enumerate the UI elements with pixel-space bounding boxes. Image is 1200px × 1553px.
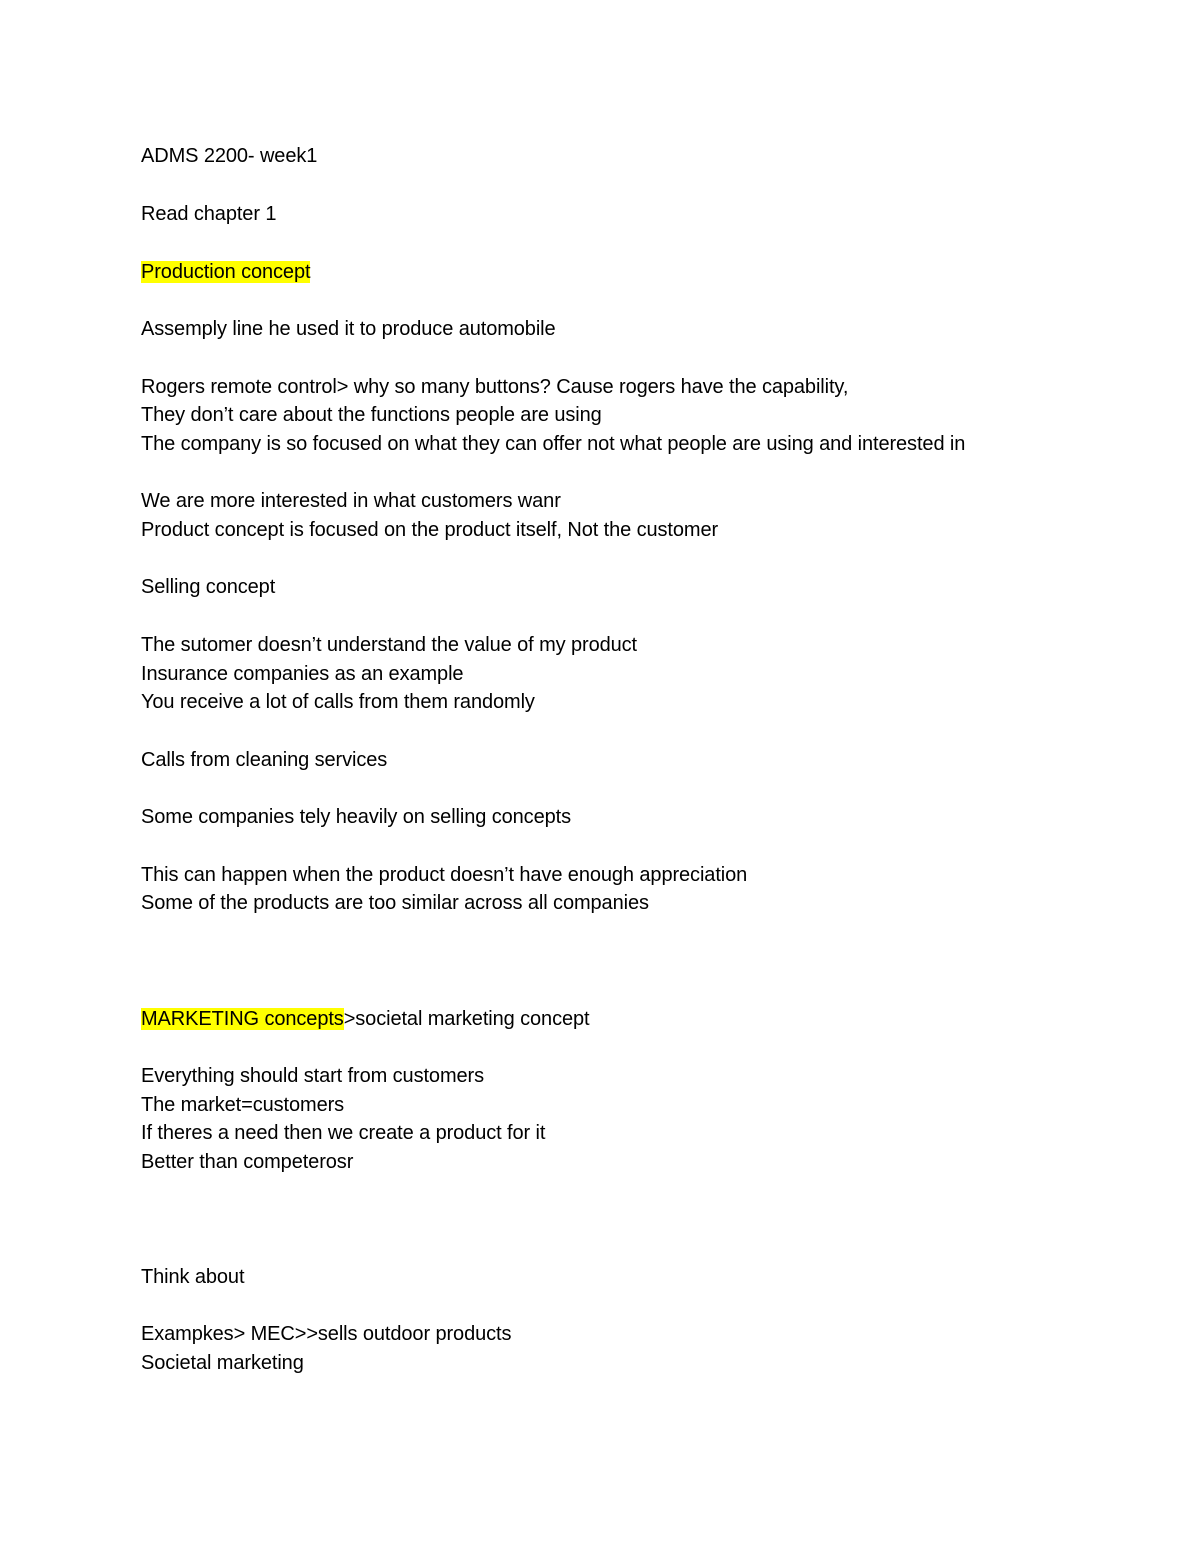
examples-line: Exampkes> MEC>>sells outdoor products (141, 1323, 512, 1345)
production-heading (141, 259, 310, 285)
interest-line-2: Product concept is focused on the product itself, Not the customer (141, 519, 719, 541)
rogers-line-1: Rogers remote control> why so many buttons? Cause rogers have the capability, (141, 376, 849, 398)
rogers-line-3: The company is so focused on what they can offer not what people are using and interested in (141, 433, 966, 455)
document-title: ADMS 2200- week1 (141, 145, 318, 167)
selling-line-3: You receive a lot of calls from them randomly (141, 691, 535, 713)
think-about-line: Think about (141, 1266, 245, 1288)
appreciation-line-1: This can happen when the product doesn’t have enough appreciation (141, 864, 748, 886)
selling-line-2: Insurance companies as an example (141, 663, 464, 685)
appreciation-line-2: Some of the products are too similar across all companies (141, 892, 649, 914)
marketing-heading-rest: >societal marketing concept (343, 1008, 590, 1030)
customers-line-3: If theres a need then we create a product for it (141, 1122, 546, 1144)
rely-line: Some companies tely heavily on selling concepts (141, 806, 571, 828)
customers-line-4: Better than competerosr (141, 1151, 354, 1173)
interest-line-1: We are more interested in what customers wanr (141, 490, 561, 512)
societal-line: Societal marketing (141, 1352, 304, 1374)
selling-line-1: The sutomer doesn’t understand the value of my product (141, 634, 637, 656)
rogers-line-2: They don’t care about the functions people are using (141, 404, 602, 426)
marketing-heading (141, 1006, 589, 1032)
customers-line-2: The market=customers (141, 1094, 345, 1116)
selling-heading: Selling concept (141, 576, 276, 598)
production-heading-highlight: Production concept (141, 261, 311, 283)
read-note: Read chapter 1 (141, 203, 277, 225)
assembly-line-text: Assemply line he used it to produce automobile (141, 318, 556, 340)
marketing-heading-highlight: MARKETING concepts (141, 1008, 344, 1030)
cleaning-line: Calls from cleaning services (141, 749, 388, 771)
customers-line-1: Everything should start from customers (141, 1065, 484, 1087)
